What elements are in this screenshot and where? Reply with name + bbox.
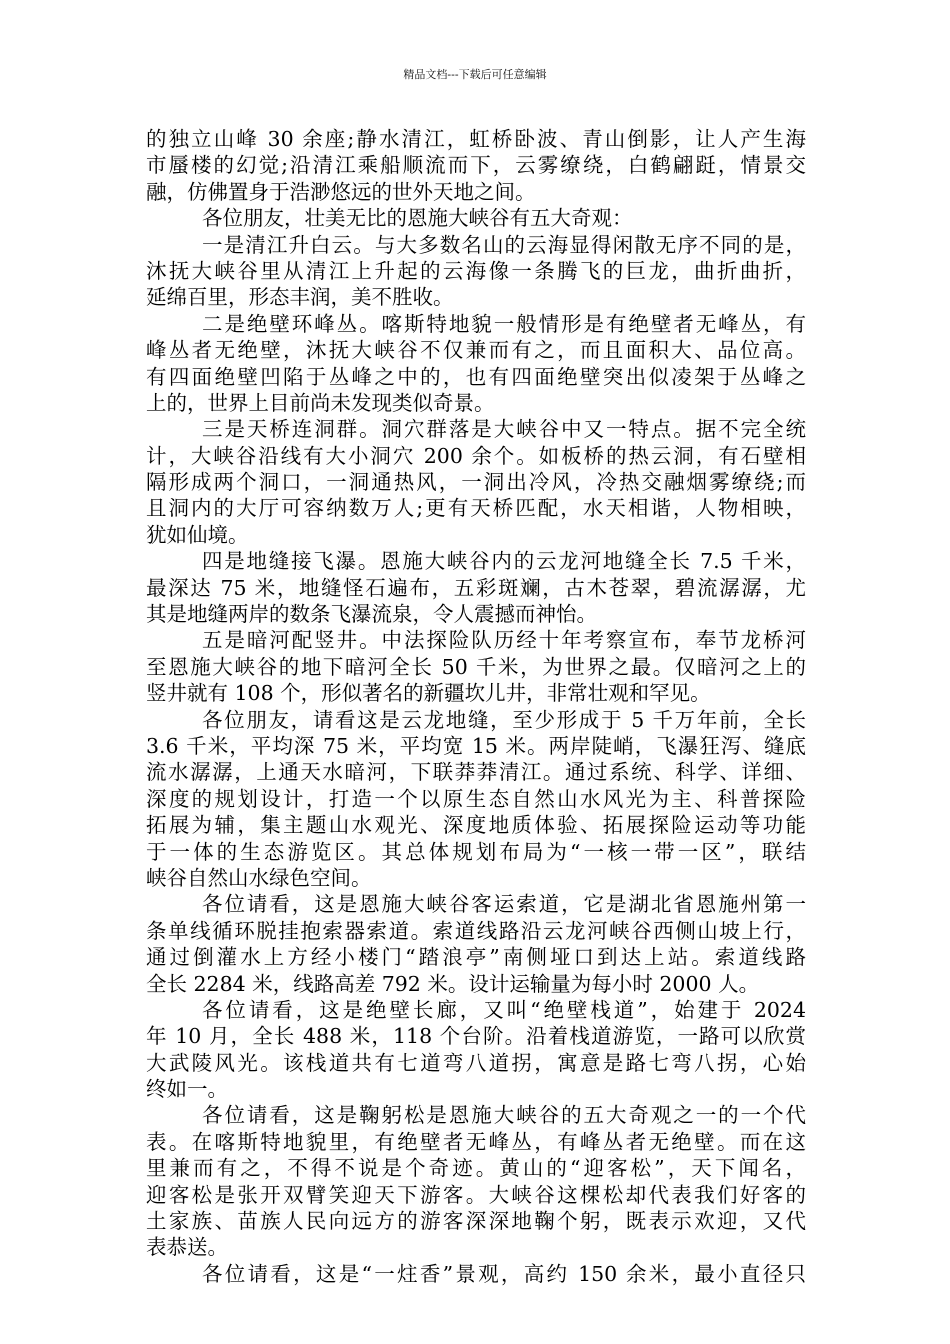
text-line: 各位请看，这是鞠躬松是恩施大峡谷的五大奇观之一的一个代 (202, 1103, 806, 1128)
text-line: 全长 2284 米，线路高差 792 米。设计运输量为每小时 2000 人。 (146, 971, 760, 996)
text-line: 其是地缝两岸的数条飞瀑流泉，令人震撼而神怡。 (146, 602, 597, 627)
text-line: 延绵百里，形态丰润，美不胜收。 (146, 285, 454, 310)
text-line: 峰丛者无绝壁，沐抚大峡谷不仅兼而有之，而且面积大、品位高。 (146, 338, 806, 363)
text-line: 峡谷自然山水绿色空间。 (146, 865, 372, 890)
text-line: 于一体的生态游览区。其总体规划布局为“一核一带一区”，联结 (146, 839, 806, 864)
text-line: 表。在喀斯特地貌里，有绝壁者无峰丛，有峰丛者无绝壁。而在这 (146, 1129, 806, 1154)
text-line: 3.6 千米，平均深 75 米，平均宽 15 米。两岸陡峭，飞瀑狂泻、缝底 (146, 733, 806, 758)
text-line: 且洞内的大厅可容纳数万人;更有天桥匹配，水天相谐，人物相映， (146, 496, 806, 521)
text-line: 各位请看，这是恩施大峡谷客运索道，它是湖北省恩施州第一 (202, 892, 806, 917)
text-line: 表恭送。 (146, 1235, 228, 1260)
text-line: 计，大峡谷沿线有大小洞穴 200 余个。如板桥的热云洞，有石壁相 (146, 443, 806, 468)
text-line: 条单线循环脱挂抱索器索道。索道线路沿云龙河峡谷西侧山坡上行， (146, 918, 806, 943)
text-line: 各位朋友，请看这是云龙地缝，至少形成于 5 千万年前，全长 (202, 707, 806, 732)
text-line: 有四面绝壁凹陷于丛峰之中的，也有四面绝壁突出似凌架于丛峰之 (146, 364, 806, 389)
text-line: 融，仿佛置身于浩渺悠远的世外天地之间。 (146, 179, 536, 204)
text-line: 里兼而有之，不得不说是个奇迹。黄山的“迎客松”，天下闻名， (146, 1156, 806, 1181)
text-line: 四是地缝接飞瀑。恩施大峡谷内的云龙河地缝全长 7.5 千米， (202, 549, 806, 574)
text-line: 各位朋友，壮美无比的恩施大峡谷有五大奇观： (202, 206, 633, 231)
text-line: 大武陵风光。该栈道共有七道弯八道拐，寓意是路七弯八拐，心始 (146, 1050, 806, 1075)
text-line: 市蜃楼的幻觉;沿清江乘船顺流而下，云雾缭绕，白鹤翩跹，情景交 (146, 153, 806, 178)
document-body (146, 126, 806, 1287)
text-line: 上的，世界上目前尚未发现类似奇景。 (146, 390, 495, 415)
text-line: 最深达 75 米，地缝怪石遍布，五彩斑斓，古木苍翠，碧流潺潺，尤 (146, 575, 806, 600)
text-line: 拓展为辅，集主题山水观光、深度地质体验、拓展探险运动等功能 (146, 813, 806, 838)
text-line: 年 10 月，全长 488 米，118 个台阶。沿着栈道游览，一路可以欣赏 (146, 1024, 806, 1049)
page-header: 精品文档---下载后可任意编辑 (403, 68, 547, 81)
text-line: 流水潺潺，上通天水暗河，下联莽莽清江。通过系统、科学、详细、 (146, 760, 806, 785)
text-line: 通过倒灌水上方经小楼门“踏浪亭”南侧垭口到达上站。索道线路 (146, 945, 806, 970)
text-line: 土家族、苗族人民向远方的游客深深地鞠个躬，既表示欢迎，又代 (146, 1209, 806, 1234)
text-line: 犹如仙境。 (146, 522, 249, 547)
text-line: 各位请看，这是“一炷香”景观，高约 150 余米，最小直径只 (202, 1261, 806, 1286)
text-line: 终如一。 (146, 1077, 228, 1102)
text-line: 一是清江升白云。与大多数名山的云海显得闲散无序不同的是， (202, 232, 806, 257)
text-line: 深度的规划设计，打造一个以原生态自然山水风光为主、科普探险 (146, 786, 806, 811)
text-line: 沐抚大峡谷里从清江上升起的云海像一条腾飞的巨龙，曲折曲折， (146, 258, 806, 283)
text-line: 的独立山峰 30 余座;静水清江，虹桥卧波、青山倒影，让人产生海 (146, 127, 806, 151)
text-line: 迎客松是张开双臂笑迎天下游客。大峡谷这棵松却代表我们好客的 (146, 1182, 806, 1207)
text-line: 竖井就有 108 个，形似著名的新疆坎儿井，非常壮观和罕见。 (146, 681, 711, 706)
text-line: 三是天桥连洞群。洞穴群落是大峡谷中又一特点。据不完全统 (202, 417, 806, 442)
text-line: 二是绝壁环峰丛。喀斯特地貌一般情形是有绝壁者无峰丛，有 (202, 311, 806, 336)
text-line: 至恩施大峡谷的地下暗河全长 50 千米，为世界之最。仅暗河之上的 (146, 654, 806, 679)
text-line: 隔形成两个洞口，一洞通热风，一洞出冷风，冷热交融烟雾缭绕;而 (146, 470, 806, 495)
text-line: 各位请看，这是绝壁长廊，又叫“绝壁栈道”，始建于 2024 (202, 997, 806, 1022)
text-line: 五是暗河配竖井。中法探险队历经十年考察宣布，奉节龙桥河 (202, 628, 806, 653)
